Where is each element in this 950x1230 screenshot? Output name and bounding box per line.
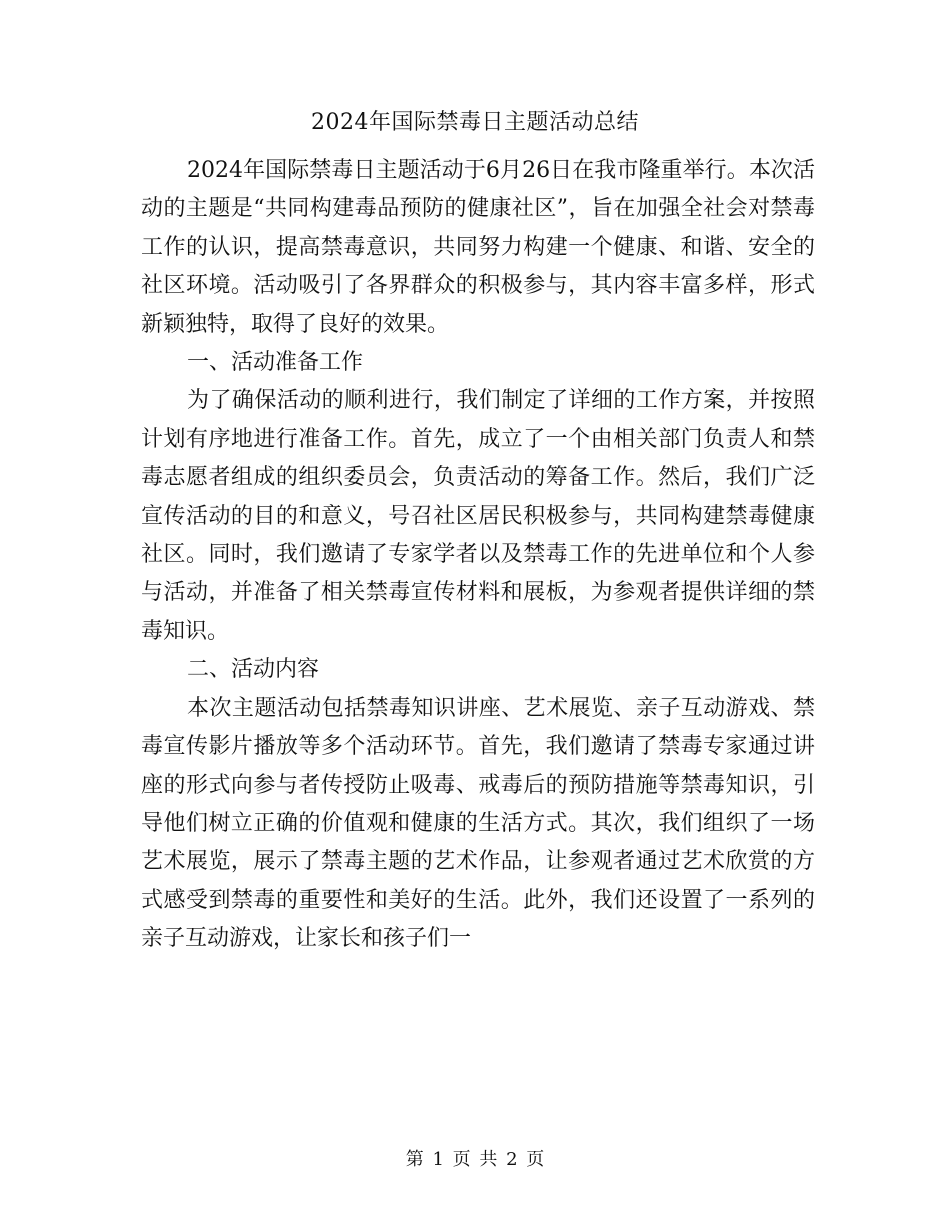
document-body: [141, 152, 815, 959]
document-title: 2024年国际禁毒日主题活动总结: [311, 110, 639, 135]
section-heading-preparation: 一、活动准备工作: [187, 350, 364, 376]
content-paragraph: 本次主题活动包括禁毒知识讲座、艺术展览、亲子互动游戏、禁毒宣传影片播放等多个活动环节。首先，我们邀请了禁毒专家通过讲座的形式向参与者传授防止吸毒、戒毒后的预防措施等禁毒知识，引导他们树立正确的价值观和健康的生活方式。其次，我们组织了一场艺术展览，展示了禁毒主题的艺术作品，让参观者通过艺术欣赏的方式感受到禁毒的重要性和美好的生活。此外，我们还设置了一系列的亲子互动游戏，让家长和孩子们一: [141, 695, 815, 952]
page-footer: 第 1 页 共 2 页: [405, 1149, 545, 1170]
intro-paragraph: 2024年国际禁毒日主题活动于6月26日在我市隆重举行。本次活动的主题是“共同构建毒品预防的健康社区”，旨在加强全社会对禁毒工作的认识，提高禁毒意识，共同努力构建一个健康、和谐、安全的社区环境。活动吸引了各界群众的积极参与，其内容丰富多样，形式新颖独特，取得了良好的效果。: [141, 158, 815, 337]
section-heading-content: 二、活动内容: [187, 657, 320, 683]
preparation-paragraph: 为了确保活动的顺利进行，我们制定了详细的工作方案，并按照计划有序地进行准备工作。首先，成立了一个由相关部门负责人和禁毒志愿者组成的组织委员会，负责活动的筹备工作。然后，我们广泛宣传活动的目的和意义，号召社区居民积极参与，共同构建禁毒健康社区。同时，我们邀请了专家学者以及禁毒工作的先进单位和个人参与活动，并准备了相关禁毒宣传材料和展板，为参观者提供详细的禁毒知识。: [141, 388, 815, 644]
